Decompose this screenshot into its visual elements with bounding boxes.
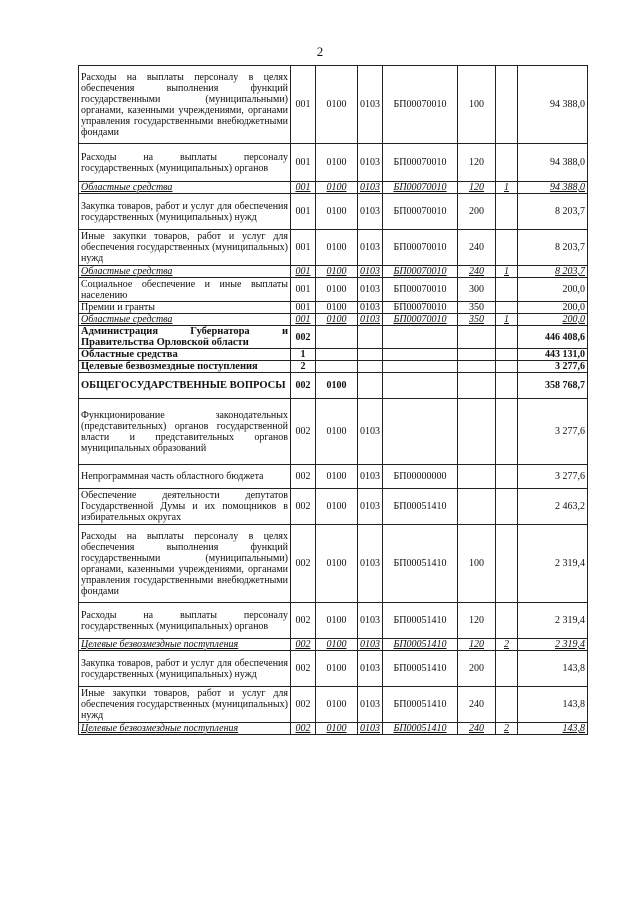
- table-row: [79, 182, 588, 194]
- row-subsection-code: 0103: [358, 66, 383, 144]
- row-ved-code: 001: [291, 66, 316, 144]
- table-row: [79, 144, 588, 182]
- row-name: Областные средства: [79, 349, 291, 361]
- row-expense-type-code: 240: [458, 723, 496, 735]
- table-row: [79, 489, 588, 525]
- row-section-code: 0100: [316, 182, 358, 194]
- row-subsection-code: 0103: [358, 723, 383, 735]
- row-amount: 94 388,0: [518, 144, 588, 182]
- row-section-code: 0100: [316, 278, 358, 302]
- row-amount: 94 388,0: [518, 66, 588, 144]
- row-amount: 200,0: [518, 302, 588, 314]
- row-name: Социальное обеспечение и иные выплаты населению: [79, 278, 291, 302]
- row-section-code: 0100: [316, 399, 358, 465]
- table-row: [79, 314, 588, 326]
- row-amount: 94 388,0: [518, 182, 588, 194]
- row-funding-source-code: [496, 525, 518, 603]
- row-target-article-code: [383, 326, 458, 349]
- row-name: Иные закупки товаров, работ и услуг для обеспечения государственных (муниципальных) нужд: [79, 687, 291, 723]
- row-section-code: 0100: [316, 302, 358, 314]
- row-subsection-code: [358, 361, 383, 373]
- row-amount: 3 277,6: [518, 465, 588, 489]
- row-funding-source-code: [496, 66, 518, 144]
- row-target-article-code: БП00070010: [383, 144, 458, 182]
- row-target-article-code: БП00070010: [383, 182, 458, 194]
- row-funding-source-code: [496, 278, 518, 302]
- row-target-article-code: БП00051410: [383, 723, 458, 735]
- row-subsection-code: 0103: [358, 489, 383, 525]
- row-amount: 8 203,7: [518, 266, 588, 278]
- row-subsection-code: 0103: [358, 302, 383, 314]
- row-target-article-code: БП00051410: [383, 603, 458, 639]
- row-target-article-code: [383, 361, 458, 373]
- row-amount: 8 203,7: [518, 230, 588, 266]
- row-expense-type-code: 120: [458, 603, 496, 639]
- row-section-code: [316, 361, 358, 373]
- row-name: Областные средства: [79, 314, 291, 326]
- row-subsection-code: 0103: [358, 194, 383, 230]
- row-amount: 8 203,7: [518, 194, 588, 230]
- row-name: Обеспечение деятельности депутатов Государственной Думы и их помощников в избирательных округах: [79, 489, 291, 525]
- row-name: Областные средства: [79, 182, 291, 194]
- row-target-article-code: БП00051410: [383, 651, 458, 687]
- row-ved-code: 002: [291, 525, 316, 603]
- row-subsection-code: 0103: [358, 687, 383, 723]
- row-target-article-code: БП00070010: [383, 302, 458, 314]
- row-funding-source-code: [496, 373, 518, 399]
- row-funding-source-code: 1: [496, 314, 518, 326]
- row-name: Премии и гранты: [79, 302, 291, 314]
- table-row: [79, 230, 588, 266]
- row-expense-type-code: 120: [458, 144, 496, 182]
- row-funding-source-code: [496, 194, 518, 230]
- budget-table: [78, 65, 588, 735]
- row-amount: 3 277,6: [518, 399, 588, 465]
- table-row: [79, 302, 588, 314]
- table-row: [79, 525, 588, 603]
- table-row: [79, 651, 588, 687]
- row-funding-source-code: [496, 465, 518, 489]
- row-amount: 143,8: [518, 723, 588, 735]
- row-name: ОБЩЕГОСУДАРСТВЕННЫЕ ВОПРОСЫ: [79, 373, 291, 399]
- row-name: Целевые безвозмездные поступления: [79, 723, 291, 735]
- row-amount: 143,8: [518, 651, 588, 687]
- row-subsection-code: 0103: [358, 525, 383, 603]
- row-name: Расходы на выплаты персоналу государственных (муниципальных) органов: [79, 144, 291, 182]
- row-target-article-code: БП00051410: [383, 687, 458, 723]
- row-ved-code: 001: [291, 194, 316, 230]
- row-target-article-code: БП00000000: [383, 465, 458, 489]
- row-section-code: 0100: [316, 651, 358, 687]
- row-expense-type-code: 200: [458, 194, 496, 230]
- row-section-code: 0100: [316, 489, 358, 525]
- row-funding-source-code: [496, 230, 518, 266]
- row-ved-code: 001: [291, 144, 316, 182]
- table-row: [79, 66, 588, 144]
- row-ved-code: 002: [291, 651, 316, 687]
- row-subsection-code: 0103: [358, 314, 383, 326]
- row-target-article-code: [383, 373, 458, 399]
- row-funding-source-code: [496, 361, 518, 373]
- row-section-code: [316, 349, 358, 361]
- row-target-article-code: БП00070010: [383, 266, 458, 278]
- row-ved-code: 001: [291, 230, 316, 266]
- row-subsection-code: 0103: [358, 278, 383, 302]
- row-amount: 3 277,6: [518, 361, 588, 373]
- row-ved-code: 002: [291, 373, 316, 399]
- row-ved-code: 001: [291, 314, 316, 326]
- table-row: [79, 278, 588, 302]
- row-funding-source-code: [496, 651, 518, 687]
- table-row: [79, 465, 588, 489]
- row-ved-code: 002: [291, 489, 316, 525]
- row-expense-type-code: 120: [458, 182, 496, 194]
- row-subsection-code: [358, 326, 383, 349]
- row-funding-source-code: 1: [496, 266, 518, 278]
- row-subsection-code: [358, 349, 383, 361]
- row-name: Целевые безвозмездные поступления: [79, 639, 291, 651]
- row-amount: 2 319,4: [518, 525, 588, 603]
- row-expense-type-code: 100: [458, 525, 496, 603]
- row-amount: 2 319,4: [518, 639, 588, 651]
- row-section-code: 0100: [316, 194, 358, 230]
- row-name: Областные средства: [79, 266, 291, 278]
- row-expense-type-code: 120: [458, 639, 496, 651]
- row-target-article-code: БП00070010: [383, 278, 458, 302]
- row-expense-type-code: [458, 326, 496, 349]
- row-ved-code: 001: [291, 302, 316, 314]
- row-subsection-code: 0103: [358, 651, 383, 687]
- row-section-code: 0100: [316, 639, 358, 651]
- row-target-article-code: БП00051410: [383, 525, 458, 603]
- row-section-code: 0100: [316, 373, 358, 399]
- row-name: Целевые безвозмездные поступления: [79, 361, 291, 373]
- row-ved-code: 001: [291, 182, 316, 194]
- row-expense-type-code: 300: [458, 278, 496, 302]
- row-subsection-code: 0103: [358, 144, 383, 182]
- row-expense-type-code: [458, 465, 496, 489]
- table-row: [79, 266, 588, 278]
- row-ved-code: 001: [291, 278, 316, 302]
- row-name: Расходы на выплаты персоналу в целях обеспечения выполнения функций государственными (муниципальными) органами, казенными учреждениями, органами управления государственными внебюджетными фондами: [79, 525, 291, 603]
- row-name: Непрограммная часть областного бюджета: [79, 465, 291, 489]
- row-expense-type-code: 350: [458, 314, 496, 326]
- row-funding-source-code: [496, 326, 518, 349]
- row-ved-code: 1: [291, 349, 316, 361]
- row-section-code: 0100: [316, 687, 358, 723]
- row-name: Закупка товаров, работ и услуг для обеспечения государственных (муниципальных) нужд: [79, 194, 291, 230]
- row-funding-source-code: [496, 687, 518, 723]
- row-ved-code: 001: [291, 266, 316, 278]
- row-subsection-code: 0103: [358, 230, 383, 266]
- row-ved-code: 002: [291, 723, 316, 735]
- row-ved-code: 002: [291, 399, 316, 465]
- row-amount: 200,0: [518, 278, 588, 302]
- row-ved-code: 2: [291, 361, 316, 373]
- row-name: Расходы на выплаты персоналу в целях обеспечения выполнения функций государственными (муниципальными) органами, казенными учреждениями, органами управления государственными внебюджетными фондами: [79, 66, 291, 144]
- row-target-article-code: БП00051410: [383, 489, 458, 525]
- row-funding-source-code: [496, 302, 518, 314]
- row-funding-source-code: [496, 489, 518, 525]
- row-subsection-code: 0103: [358, 603, 383, 639]
- row-section-code: 0100: [316, 723, 358, 735]
- row-expense-type-code: 240: [458, 266, 496, 278]
- row-ved-code: 002: [291, 465, 316, 489]
- row-amount: 143,8: [518, 687, 588, 723]
- row-target-article-code: БП00070010: [383, 314, 458, 326]
- row-section-code: 0100: [316, 525, 358, 603]
- row-subsection-code: 0103: [358, 465, 383, 489]
- row-target-article-code: БП00070010: [383, 194, 458, 230]
- row-target-article-code: БП00051410: [383, 639, 458, 651]
- row-subsection-code: [358, 373, 383, 399]
- row-expense-type-code: 240: [458, 230, 496, 266]
- table-row: [79, 349, 588, 361]
- row-target-article-code: БП00070010: [383, 230, 458, 266]
- row-section-code: 0100: [316, 66, 358, 144]
- row-expense-type-code: [458, 373, 496, 399]
- row-funding-source-code: 2: [496, 723, 518, 735]
- row-ved-code: 002: [291, 326, 316, 349]
- row-funding-source-code: [496, 349, 518, 361]
- row-section-code: 0100: [316, 465, 358, 489]
- row-amount: 446 408,6: [518, 326, 588, 349]
- row-ved-code: 002: [291, 639, 316, 651]
- row-section-code: [316, 326, 358, 349]
- row-expense-type-code: [458, 361, 496, 373]
- row-target-article-code: [383, 349, 458, 361]
- row-subsection-code: 0103: [358, 266, 383, 278]
- row-target-article-code: БП00070010: [383, 66, 458, 144]
- table-row: [79, 603, 588, 639]
- row-name: Расходы на выплаты персоналу государственных (муниципальных) органов: [79, 603, 291, 639]
- row-subsection-code: 0103: [358, 639, 383, 651]
- row-funding-source-code: 2: [496, 639, 518, 651]
- row-ved-code: 002: [291, 603, 316, 639]
- page-number: 2: [316, 44, 324, 59]
- row-subsection-code: 0103: [358, 399, 383, 465]
- table-row: [79, 687, 588, 723]
- row-name: Иные закупки товаров, работ и услуг для обеспечения государственных (муниципальных) нужд: [79, 230, 291, 266]
- row-name: Администрация Губернатора и Правительства Орловской области: [79, 326, 291, 349]
- row-section-code: 0100: [316, 230, 358, 266]
- table-row: [79, 639, 588, 651]
- row-amount: 443 131,0: [518, 349, 588, 361]
- table-row: [79, 194, 588, 230]
- row-expense-type-code: [458, 349, 496, 361]
- row-amount: 200,0: [518, 314, 588, 326]
- table-row: [79, 399, 588, 465]
- table-row: [79, 723, 588, 735]
- table-row: [79, 361, 588, 373]
- row-name: Функционирование законодательных (представительных) органов государственной власти и представительных органов муниципальных образований: [79, 399, 291, 465]
- row-expense-type-code: [458, 399, 496, 465]
- row-expense-type-code: 200: [458, 651, 496, 687]
- row-name: Закупка товаров, работ и услуг для обеспечения государственных (муниципальных) нужд: [79, 651, 291, 687]
- row-section-code: 0100: [316, 603, 358, 639]
- row-section-code: 0100: [316, 266, 358, 278]
- row-ved-code: 002: [291, 687, 316, 723]
- row-expense-type-code: [458, 489, 496, 525]
- row-amount: 2 463,2: [518, 489, 588, 525]
- row-expense-type-code: 350: [458, 302, 496, 314]
- row-subsection-code: 0103: [358, 182, 383, 194]
- row-funding-source-code: [496, 399, 518, 465]
- table-row: [79, 373, 588, 399]
- row-funding-source-code: [496, 144, 518, 182]
- table-row: [79, 326, 588, 349]
- row-target-article-code: [383, 399, 458, 465]
- row-funding-source-code: 1: [496, 182, 518, 194]
- row-funding-source-code: [496, 603, 518, 639]
- row-section-code: 0100: [316, 314, 358, 326]
- row-amount: 2 319,4: [518, 603, 588, 639]
- row-amount: 358 768,7: [518, 373, 588, 399]
- row-expense-type-code: 100: [458, 66, 496, 144]
- row-section-code: 0100: [316, 144, 358, 182]
- row-expense-type-code: 240: [458, 687, 496, 723]
